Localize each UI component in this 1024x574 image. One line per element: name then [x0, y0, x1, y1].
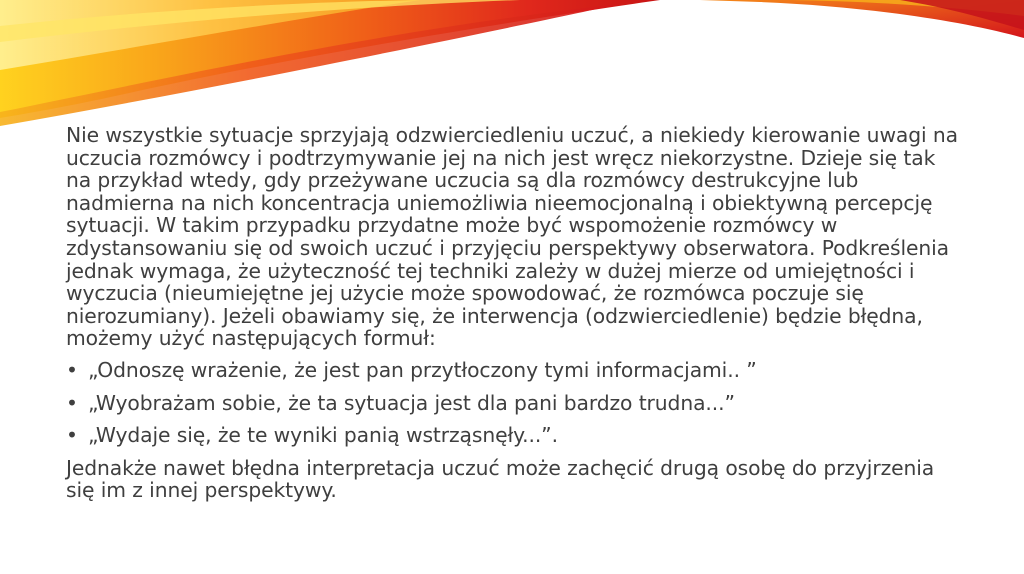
closing-paragraph: Jednakże nawet błędna interpretacja uczuć może zachęcić drugą osobę do przyjrzenia się im z innej perspektywy.	[66, 455, 935, 503]
list-item-text: „Wydaje się, że te wyniki panią wstrząsnęły...”.	[88, 423, 558, 448]
list-item	[66, 392, 966, 415]
list-item	[66, 359, 966, 382]
main-paragraph: Nie wszystkie sytuacje sprzyjają odzwierciedleniu uczuć, a niekiedy kierowanie uwagi na uczucia rozmówcy i podtrzymywanie jej na nich jest wręcz niekorzystne. Dzieje się tak na przykład wtedy, gdy przeżywane uczucia są dla rozmówcy destrukcyjne lub nadmierna na nich koncentracja uniemożliwia nieemocjonalną i obiektywną percepcję sytuacji. W takim przypadku przydatne może być wspomożenie rozmówcy w zdystansowaniu się od swoich uczuć i przyjęciu perspektywy obserwatora. Podkreślenia jednak wymaga, że użyteczność tej techniki zależy w dużej mierze od umiejętności i wyczucia (nieumiejętne jej użycie może spowodować, że rozmówca poczuje się nierozumiany). Jeżeli obawiamy się, że interwencja (odzwierciedlenie) będzie błędna, możemy użyć następujących formuł:	[66, 123, 958, 351]
slide-body	[66, 124, 966, 502]
bullet-marker: •	[66, 423, 78, 448]
decorative-flame-banner	[0, 0, 1024, 130]
list-item	[66, 424, 966, 447]
quote-list	[66, 359, 966, 447]
list-item-text: „Odnoszę wrażenie, że jest pan przytłoczony tymi informacjami.. ”	[88, 357, 757, 382]
bullet-marker: •	[66, 357, 78, 382]
list-item-text: „Wyobrażam sobie, że ta sytuacja jest dla pani bardzo trudna...”	[88, 390, 735, 415]
bullet-marker: •	[66, 390, 78, 415]
